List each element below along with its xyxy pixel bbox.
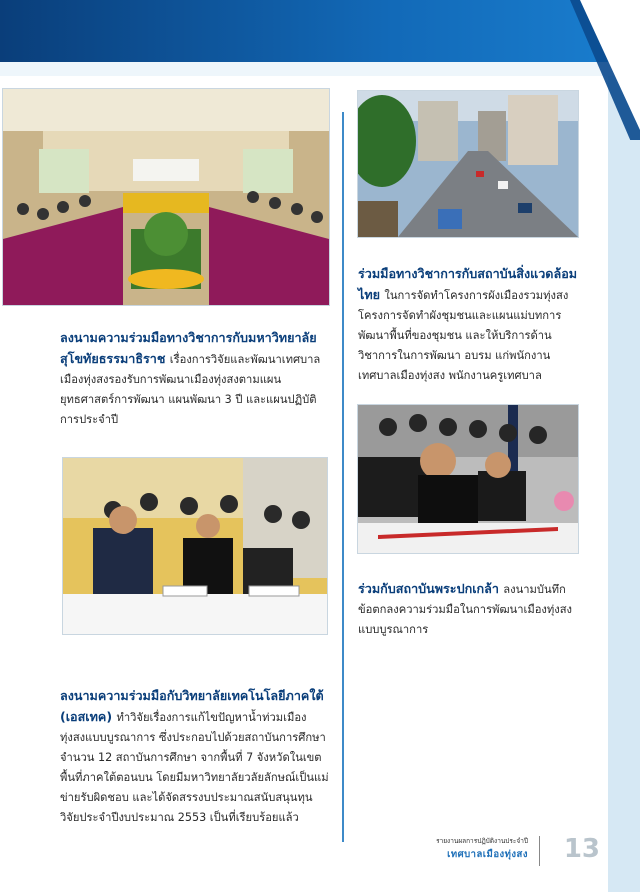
footer-divider [539,836,540,866]
header-light-strip [0,62,640,76]
photo-mou-signing [357,404,579,554]
footer-report-title: รายงานผลการปฏิบัติงานประจำปี [436,837,528,845]
right-item1-text [358,264,580,386]
right-item1-body: ในการจัดทำโครงการผังเมืองรวมทุ่งสง โครงการจัดทำผังชุมชนและแผนแม่บทการพัฒนาพื้นที่ของชุมชน และให้บริการด้านวิชาการในการพัฒนา อบรม แก่พนักงานเทศบาลเมืองทุ่งสง พนักงานครูเทศบาล [358,289,569,382]
photo-meeting-room [2,88,330,306]
right-item1-headline: ร่วมมือทางวิชาการกับสถาบันสิ่งแวดล้อมไทย [358,266,578,302]
page-number: 13 [563,834,600,864]
left-item1-text [60,328,330,430]
photo-signing-ceremony [62,457,328,635]
left-item1-headline: ลงนามความร่วมมือทางวิชาการกับมหาวิทยาลัยสุโขทัยธรรมาธิราช [60,330,317,366]
left-item2-body: ทำวิจัยเรื่องการแก้ไขปัญหาน้ำท่วมเมืองทุ่งสงแบบบูรณาการ ซึ่งประกอบไปด้วยสถาบันการศึกษา จำนวน 12 สถาบันการศึกษา จากพื้นที่ 7 จังหวัดในเขตพื้นที่ภาคใต้ตอนบน โดยมีมหาวิทยาลัยวลัยลักษณ์เป็นแม่ข่ายรับผิดชอบ และได้จัดสรรงบประมาณสนับสนุนทุนวิจัยประจำปีงบประมาณ 2553 เป็นที่เรียบร้อยแล้ว [60,711,329,824]
right-item2-headline: ร่วมกับสถาบันพระปกเกล้า [358,581,504,596]
left-item2-text [60,686,330,828]
column-divider [342,112,344,842]
right-item2-text [358,579,580,640]
photo-street-scene [357,90,579,238]
footer-municipality-name: เทศบาลเมืองทุ่งสง [447,849,528,860]
right-item2-body: ลงนามบันทึกข้อตกลงความร่วมมือในการพัฒนาเมืองทุ่งสงแบบบูรณาการ [358,583,572,636]
left-item1-body: เรื่องการวิจัยและพัฒนาเทศบาลเมืองทุ่งสงรองรับการพัฒนาเมืองทุ่งสงตามแผนยุทธศาสตร์การพัฒนา แผนพัฒนา 3 ปี และแผนปฏิบัติการประจำปี [60,353,321,426]
left-item2-headline: ลงนามความร่วมมือกับวิทยาลัยเทคโนโลยีภาคใต้ (เอสเทค) [60,688,324,724]
page-footer [380,836,600,870]
header-band [0,0,640,62]
